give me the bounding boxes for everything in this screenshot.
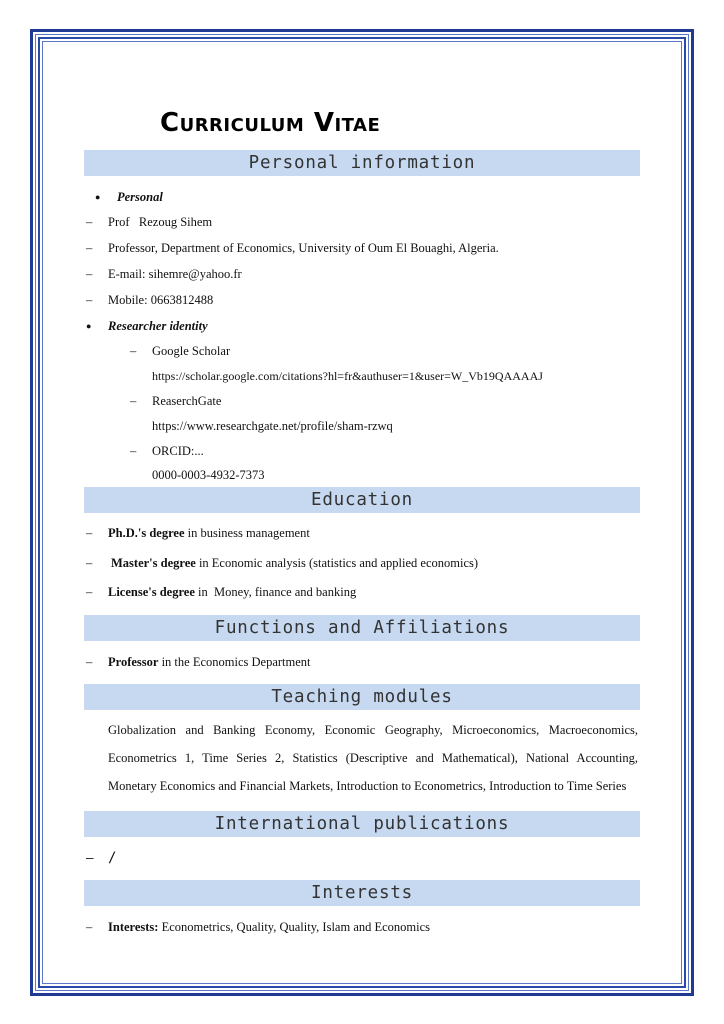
section-interests: Interests <box>84 880 640 906</box>
education-field: in Economic analysis (statistics and applied economics) <box>195 556 479 570</box>
section-education: Education <box>84 487 640 513</box>
dash-icon: – <box>130 394 137 408</box>
google-scholar-link[interactable]: https://scholar.google.com/citations?hl=fr&authuser=1&user=W_Vb19QAAAAJ <box>152 369 543 383</box>
orcid-label: ORCID:... <box>152 444 204 458</box>
bullet-icon: ● <box>95 192 101 202</box>
education-field: in Money, finance and banking <box>194 585 357 599</box>
orcid-id: 0000-0003-4932-7373 <box>152 468 265 482</box>
dash-icon: – <box>86 267 93 281</box>
personal-heading: Personal <box>117 190 163 204</box>
section-teaching-modules: Teaching modules <box>84 684 640 710</box>
dash-icon: – <box>130 444 137 458</box>
dash-icon: – <box>86 850 94 865</box>
interests-label: Interests: <box>108 920 159 934</box>
personal-email[interactable]: E-mail: sihemre@yahoo.fr <box>108 267 242 281</box>
personal-name: Prof Rezoug Sihem <box>108 215 213 229</box>
publications-value: / <box>108 850 117 866</box>
researcher-heading: Researcher identity <box>108 319 208 333</box>
dash-icon: – <box>86 293 93 307</box>
education-degree: License's degree <box>108 585 195 599</box>
page-title: Curriculum Vitae <box>160 108 381 138</box>
dash-icon: – <box>86 655 93 669</box>
personal-position: Professor, Department of Economics, University of Oum El Bouaghi, Algeria. <box>108 241 499 255</box>
researchgate-link[interactable]: https://www.researchgate.net/profile/sham-rzwq <box>152 419 393 433</box>
dash-icon: – <box>86 526 93 540</box>
education-field: in business management <box>184 526 310 540</box>
education-degree: Ph.D.'s degree <box>108 526 185 540</box>
education-item <box>108 525 310 541</box>
section-personal-information: Personal information <box>84 150 640 176</box>
teaching-line: Globalization and Banking Economy, Economic Geography, Microeconomics, Macroeconomics, <box>108 723 638 737</box>
education-item <box>111 555 478 571</box>
dash-icon: – <box>86 585 93 599</box>
education-degree: Master's degree <box>111 556 196 570</box>
section-functions-affiliations: Functions and Affiliations <box>84 615 640 641</box>
bullet-icon: ● <box>86 321 92 331</box>
google-scholar-label: Google Scholar <box>152 344 231 358</box>
function-item <box>108 654 311 670</box>
personal-mobile: Mobile: 0663812488 <box>108 293 214 307</box>
teaching-modules-text <box>108 716 638 800</box>
dash-icon: – <box>86 215 93 229</box>
dash-icon: – <box>130 344 137 358</box>
interests-item <box>108 919 430 935</box>
teaching-line: Monetary Economics and Financial Markets, Introduction to Econometrics, Introduction to Time Series <box>108 779 627 793</box>
interests-list: Econometrics, Quality, Quality, Islam and Economics <box>158 920 431 934</box>
education-item <box>108 584 356 600</box>
teaching-line: Econometrics 1, Time Series 2, Statistics (Descriptive and Mathematical), National Accounting, <box>108 751 638 765</box>
function-title: Professor <box>108 655 159 669</box>
dash-icon: – <box>86 920 93 934</box>
section-international-publications: International publications <box>84 811 640 837</box>
function-detail: in the Economics Department <box>158 655 311 669</box>
dash-icon: – <box>86 556 93 570</box>
researchgate-label: ReaserchGate <box>152 394 222 408</box>
dash-icon: – <box>86 241 93 255</box>
